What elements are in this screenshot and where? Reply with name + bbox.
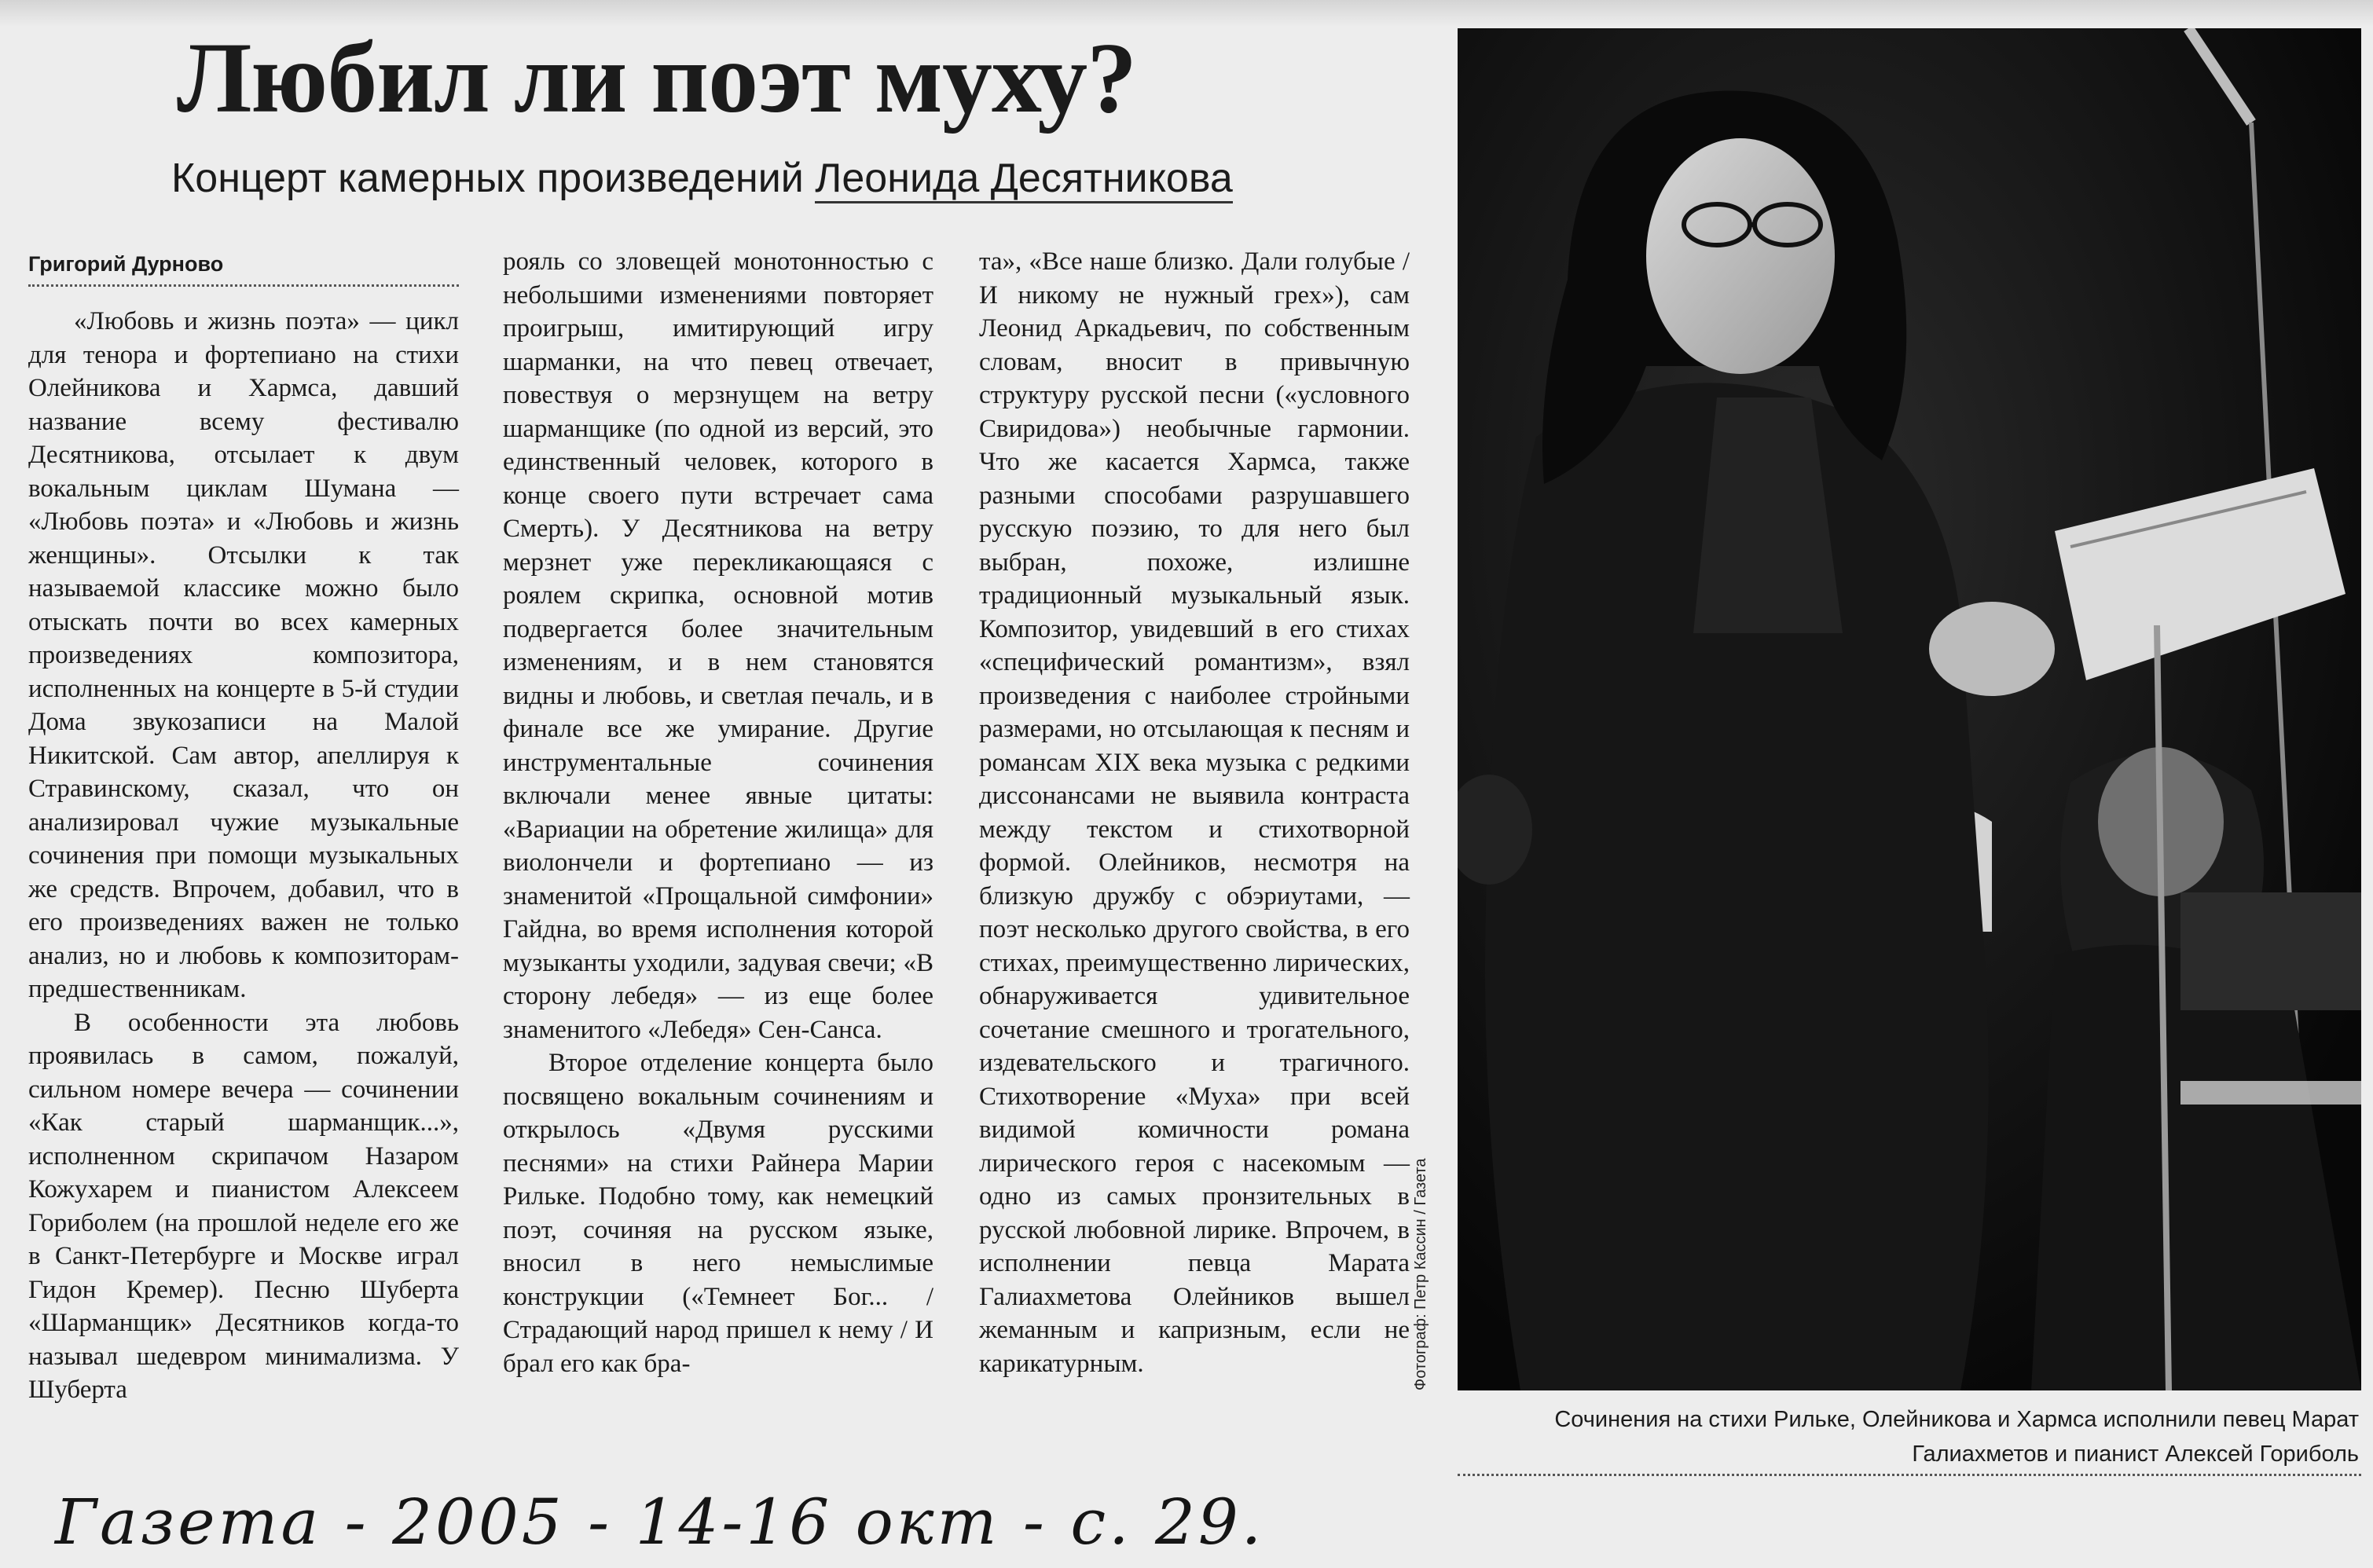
subhead-prefix: Концерт камерных произведений [171, 156, 816, 201]
subheadline [171, 149, 1334, 207]
headline: Любил ли поэт муху? [177, 22, 1137, 134]
article-column-2 [503, 245, 933, 1486]
photo-credit: Фотограф: Петр Кассин / Газета [1412, 1158, 1429, 1390]
paragraph: рояль со зловещей монотонностью с небольшими изменениями повторяет проигрыш, имитирующий игру шарманки, на что певец отвечает, повествуя о мерзнущем на ветру шарманщике (по одной из версий, это единственный человек, которого в конце своего пути встречает сама Смерть). У Десятникова на ветру мерзнет уже перекликающаяся с роялем скрипка, основной мотив подвергается более значительным изменениям, и в нем становятся видны и любовь, и светлая печаль, и в финале все же умирание. Другие инструментальные сочинения включали менее явные цитаты: «Вариации на обретение жилища» для виолончели и фортепиано — из знаменитой «Прощальной симфонии» Гайдна, во время исполнения которой музыканты уходили, задувая свечи; «В сторону лебедя» — из еще более знаменитого «Лебедя» Сен-Санса. [503, 247, 933, 1044]
paragraph: В особенности эта любовь проявилась в самом, пожалуй, сильном номере вечера — сочинении «Как старый шарманщик...», исполненном скрипачом Назаром Кожухарем и пианистом Алексеем Гориболем (на прошлой неделе его же в Санкт-Петербурге и Москве играл Гидон Кремер). Песню Шуберта «Шарманщик» Десятников когда-то называл шедевром минимализма. У Шуберта [28, 1008, 459, 1404]
byline: Григорий Дурново [28, 244, 459, 287]
caption-divider [1458, 1474, 2361, 1476]
handwritten-source-note: Газета - 2005 - 14-16 окт - с. 29. [55, 1486, 1265, 1559]
article-column-1 [28, 305, 459, 1483]
paragraph: «Любовь и жизнь поэта» — цикл для тенора и фортепиано на стихи Олейникова и Хармса, давший название всему фестивалю Десятникова, отсылает к двум вокальным циклам Шумана — «Любовь поэта» и «Любовь и жизнь женщины». Отсылки к так называемой классике можно было отыскать почти во всех камерных произведениях композитора, исполненных на концерте в 5-й студии Дома звукозаписи на Малой Никитской. Сам автор, апеллируя к Стравинскому, сказал, что он анализировал чужие музыкальные сочинения при помощи музыкальных же средств. Впрочем, добавил, что в его произведениях важен не только анализ, но и любовь к композиторам-предшественникам. [28, 307, 459, 1003]
composer-name: Леонида Десятникова [815, 156, 1233, 203]
photo-caption: Сочинения на стихи Рильке, Олейникова и Хармса исполнили певец Марат Галиахметов и пианист Алексей Гориболь [1554, 1407, 2359, 1467]
article-column-3 [979, 245, 1410, 1486]
paragraph: та», «Все наше близко. Дали голубые / И никому не нужный грех»), сам Леонид Аркадьевич, по собственным словам, вносит в привычную структуру русской песни («условного Свиридова») необычные гармонии. Что же касается Хармса, также разными способами разрушавшего русскую поэзию, то для него был выбран, похоже, излишне традиционный музыкальный язык. Композитор, увидевший в его стихах «специфический романтизм», взял произведения с наиболее стройными размерами, но отсылающая к песням и романсам XIX века музыка с редкими диссонансами не выявила контраста между текстом и стихотворной формой. Олейников, несмотря на близкую дружбу с обэриутами, — поэт несколько другого свойства, в его стихах, преимущественно лирических, обнаруживается удивительное сочетание смешного и трогательного, издевательского и трагичного. Стихотворение «Муха» при всей видимой комичности романа лирического героя с насекомым — одно из самых пронзительных в русской любовной лирике. Впрочем, в исполнении певца Марата Галиахметова Олейников вышел жеманным и капризным, если не карикатурным. [979, 247, 1410, 1378]
paragraph: Второе отделение концерта было посвящено вокальным сочинениям и открылось «Двумя русскими песнями» на стихи Райнера Марии Рильке. Подобно тому, как немецкий поэт, сочиняя на русском языке, вносил в него немыслимые конструкции («Темнеет Бог... / Страдающий народ пришел к нему / И брал его как бра- [503, 1049, 933, 1378]
concert-photo [1458, 28, 2361, 1390]
concert-photo-illustration [1458, 28, 2361, 1390]
